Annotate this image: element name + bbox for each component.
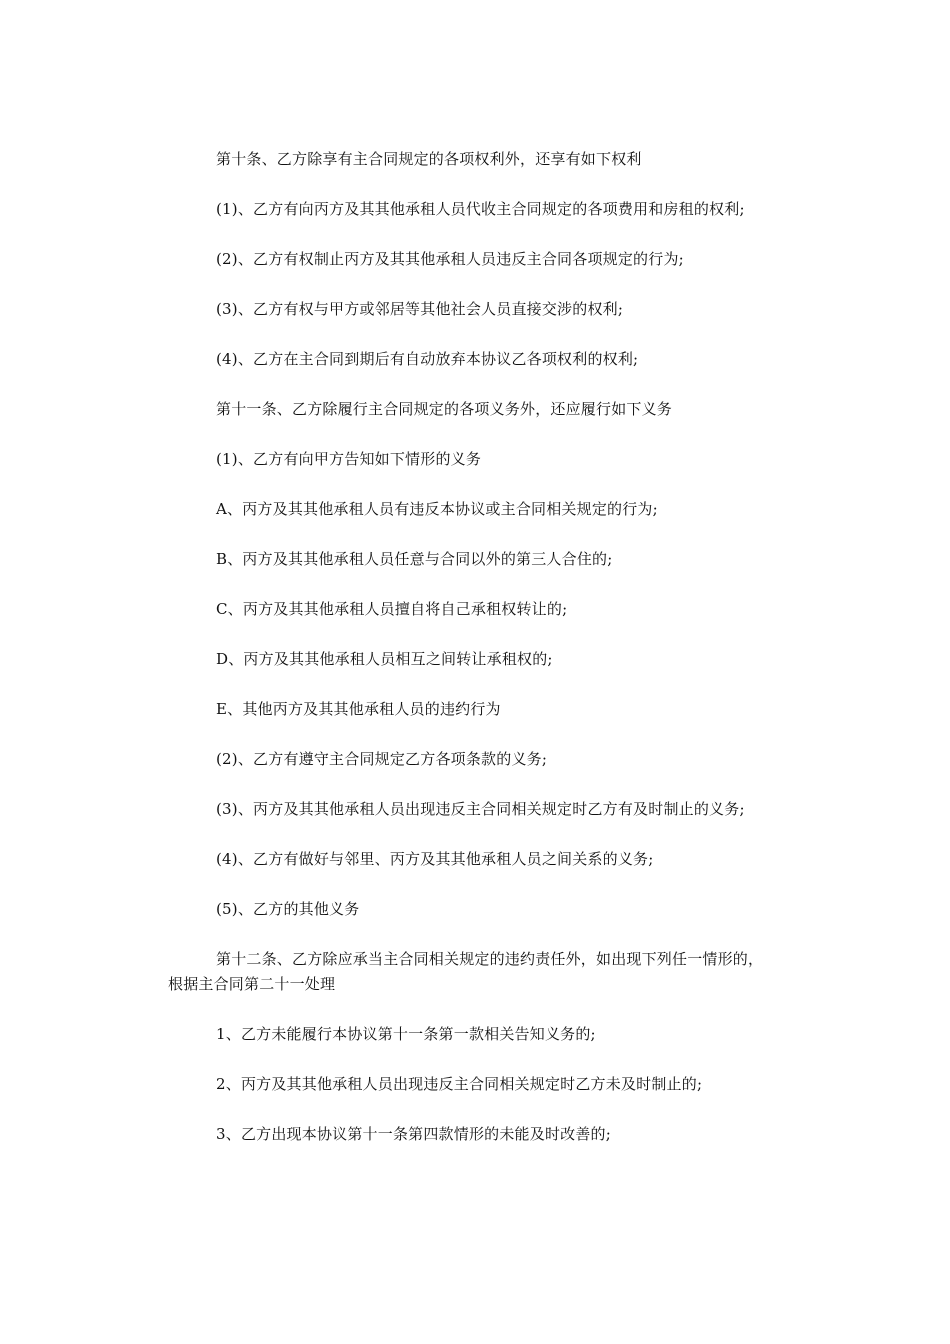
article-12-item-1: 1、乙方未能履行本协议第十一条第一款相关告知义务的; [216,1025,596,1043]
article-11-subitem-b: B、丙方及其其他承租人员任意与合同以外的第三人合住的; [216,550,613,568]
article-12-item-2: 2、丙方及其其他承租人员出现违反主合同相关规定时乙方未及时制止的; [216,1075,703,1093]
article-10-item-4: (4)、乙方在主合同到期后有自动放弃本协议乙各项权利的权利; [216,350,639,368]
article-11-subitem-a: A、丙方及其其他承租人员有违反本协议或主合同相关规定的行为; [216,500,658,518]
article-10-heading: 第十条、乙方除享有主合同规定的各项权利外，还享有如下权利 [216,150,642,168]
article-12-item-3: 3、乙方出现本协议第十一条第四款情形的未能及时改善的; [216,1125,611,1143]
article-11-subitem-d: D、丙方及其其他承租人员相互之间转让承租权的; [216,650,553,668]
article-11-item-2: (2)、乙方有遵守主合同规定乙方各项条款的义务; [216,750,548,768]
article-11-heading: 第十一条、乙方除履行主合同规定的各项义务外，还应履行如下义务 [216,400,673,418]
document-body [168,147,778,1172]
article-10-item-1: (1)、乙方有向丙方及其其他承租人员代收主合同规定的各项费用和房租的权利; [216,200,745,218]
article-11-subitem-c: C、丙方及其其他承租人员擅自将自己承租权转让的; [216,600,568,618]
article-10-item-3: (3)、乙方有权与甲方或邻居等其他社会人员直接交涉的权利; [216,300,624,318]
article-11-item-5: (5)、乙方的其他义务 [216,900,360,918]
article-10-item-2: (2)、乙方有权制止丙方及其其他承租人员违反主合同各项规定的行为; [216,250,684,268]
article-11-item-1: (1)、乙方有向甲方告知如下情形的义务 [216,450,482,468]
article-12-heading: 第十二条、乙方除应承当主合同相关规定的违约责任外，如出现下列任一情形的，根据主合同第二十一处理 [168,950,764,993]
article-11-item-4: (4)、乙方有做好与邻里、丙方及其其他承租人员之间关系的义务; [216,850,654,868]
article-11-subitem-e: E、其他丙方及其其他承租人员的违约行为 [216,700,501,718]
article-11-item-3: (3)、丙方及其其他承租人员出现违反主合同相关规定时乙方有及时制止的义务; [216,800,745,818]
